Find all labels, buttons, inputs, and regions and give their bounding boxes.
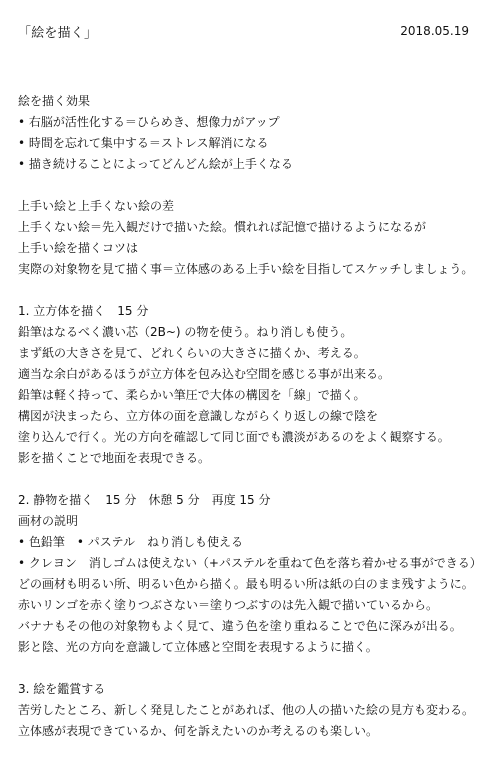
document-date: 2018.05.19 — [400, 24, 469, 38]
body-line: どの画材も明るい所、明るい色から描く。最も明るい所は紙の白のまま残すように。 — [18, 577, 474, 591]
section-heading: 1. 立方体を描く 15 分 — [18, 304, 149, 318]
spacer — [18, 658, 496, 679]
document-title: 「絵を描く」 — [18, 26, 98, 41]
document-body — [18, 91, 496, 742]
body-line: 赤いリンゴを赤く塗りつぶさない＝塗りつぶすのは先入観で描いているから。 — [18, 598, 439, 612]
section-still-life — [18, 490, 496, 658]
body-line: 上手くない絵＝先入観だけで描いた絵。慣れれば記憶で描けるようになるが — [18, 220, 427, 234]
bullet-line: • 色鉛筆 • パステル ねり消しも使える — [18, 535, 243, 549]
section-difference — [18, 196, 496, 280]
body-line: 上手い絵を描くコツは — [18, 241, 139, 255]
spacer — [18, 280, 496, 301]
section-effects — [18, 91, 496, 175]
body-line: 影を描くことで地面を表現できる。 — [18, 451, 211, 465]
spacer — [18, 469, 496, 490]
body-line: 鉛筆はなるべく濃い芯（2B~) の物を使う。ねり消しも使う。 — [18, 325, 353, 339]
body-line: バナナもその他の対象物もよく見て、違う色を塗り重ねることで色に深みが出る。 — [18, 619, 462, 633]
section-heading: 3. 絵を鑑賞する — [18, 682, 106, 696]
body-line: 画材の説明 — [18, 514, 79, 528]
body-line: 構図が決まったら、立方体の面を意識しながらくり返しの線で陰を — [18, 409, 379, 423]
section-cube — [18, 301, 496, 469]
body-line: 立体感が表現できているか、何を訴えたいのか考えるのも楽しい。 — [18, 724, 379, 738]
body-line: 影と陰、光の方向を意識して立体感と空間を表現するように描く。 — [18, 640, 378, 654]
body-line: 鉛筆は軽く持って、柔らかい筆圧で大体の構図を「線」で描く。 — [18, 388, 366, 402]
bullet-line: • クレヨン 消しゴムは使えない（+パステルを重ねて色を落ち着かせる事ができる） — [18, 556, 482, 570]
section-heading: 2. 静物を描く 15 分 休憩 5 分 再度 15 分 — [18, 493, 271, 507]
body-line: 実際の対象物を見て描く事＝立体感のある上手い絵を目指してスケッチしましょう。 — [18, 262, 474, 276]
spacer — [18, 175, 496, 196]
body-line: 苦労したところ、新しく発見したことがあれば、他の人の描いた絵の見方も変わる。 — [18, 703, 475, 717]
section-heading: 上手い絵と上手くない絵の差 — [18, 199, 175, 213]
section-appreciation — [18, 679, 496, 742]
bullet-line: • 右脳が活性化する＝ひらめき、想像力がアップ — [18, 115, 280, 129]
body-line: まず紙の大きさを見て、どれくらいの大きさに描くか、考える。 — [18, 346, 366, 360]
body-line: 適当な余白があるほうが立方体を包み込む空間を感じる事が出来る。 — [18, 367, 391, 381]
body-line: 塗り込んで行く。光の方向を確認して同じ面でも濃淡があるのをよく観察する。 — [18, 430, 450, 444]
bullet-line: • 描き続けることによってどんどん絵が上手くなる — [18, 157, 293, 171]
section-heading: 絵を描く効果 — [18, 94, 91, 108]
bullet-line: • 時間を忘れて集中する＝ストレス解消になる — [18, 136, 269, 150]
